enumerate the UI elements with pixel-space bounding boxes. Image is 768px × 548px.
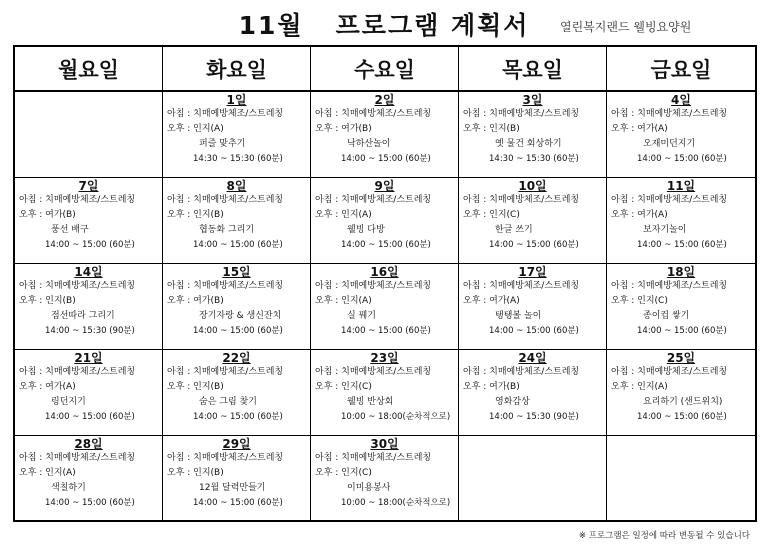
day-number: 22일: [222, 351, 251, 365]
morning-program: 아침 : 치매예방체조/스트레칭: [167, 109, 284, 119]
afternoon-program: 오후 : 인지(B): [463, 124, 520, 134]
day-number: 2일: [374, 93, 395, 107]
morning-program: 아침 : 치매예방체조/스트레칭: [463, 367, 580, 377]
morning-program: 아침 : 치매예방체조/스트레칭: [167, 453, 284, 463]
afternoon-program: 오후 : 인지(B): [167, 382, 224, 392]
day-cell: [311, 264, 459, 350]
afternoon-program: 오후 : 인지(B): [167, 468, 224, 478]
day-number: 18일: [666, 265, 696, 279]
footnote: ※ 프로그램은 일정에 따라 변동될 수 있습니다: [578, 531, 750, 541]
afternoon-program: 오후 : 인지(C): [611, 296, 668, 306]
activity-time: 14:00 ~ 15:00 (60분): [637, 412, 727, 422]
morning-program: 아침 : 치매예방체조/스트레칭: [19, 281, 136, 291]
day-cell: [459, 92, 607, 178]
afternoon-program: 오후 : 인지(A): [315, 210, 372, 220]
activity-name: 색칠하기: [51, 483, 86, 493]
activity-name: 낙하산놀이: [347, 139, 391, 149]
day-number: 24일: [518, 351, 547, 365]
morning-program: 아침 : 치매예방체조/스트레칭: [167, 367, 284, 377]
day-number: 3일: [522, 93, 543, 107]
weekday-0: 월요일: [15, 47, 163, 90]
activity-time: 14:00 ~ 15:00 (60분): [45, 412, 135, 422]
day-cell: [15, 92, 163, 178]
day-cell: [459, 350, 607, 436]
day-cell: [607, 436, 755, 522]
afternoon-program: 오후 : 여가(A): [19, 382, 76, 392]
day-cell: [311, 436, 459, 522]
afternoon-program: 오후 : 인지(C): [315, 382, 372, 392]
day-cell: [459, 436, 607, 522]
morning-program: 아침 : 치매예방체조/스트레칭: [315, 453, 432, 463]
activity-name: 웰빙 다방: [347, 225, 385, 235]
day-cell: [607, 350, 755, 436]
day-cell: [311, 178, 459, 264]
activity-time: 14:00 ~ 15:00 (60분): [637, 240, 727, 250]
afternoon-program: 오후 : 인지(A): [315, 296, 372, 306]
day-number: 16일: [370, 265, 399, 279]
morning-program: 아침 : 치매예방체조/스트레칭: [611, 109, 728, 119]
day-number: 10일: [518, 179, 547, 193]
activity-name: 풍선 배구: [51, 225, 89, 235]
activity-time: 14:00 ~ 15:00 (60분): [193, 498, 283, 508]
morning-program: 아침 : 치매예방체조/스트레칭: [315, 195, 432, 205]
day-cell: [311, 92, 459, 178]
afternoon-program: 오후 : 여가(B): [463, 382, 520, 392]
afternoon-program: 오후 : 여가(B): [19, 210, 76, 220]
afternoon-program: 오후 : 여가(B): [315, 124, 372, 134]
morning-program: 아침 : 치매예방체조/스트레칭: [463, 195, 580, 205]
morning-program: 아침 : 치매예방체조/스트레칭: [611, 195, 728, 205]
day-number: 23일: [370, 351, 399, 365]
day-cell: [163, 92, 311, 178]
activity-time: 14:30 ~ 15:30 (60분): [489, 154, 579, 164]
afternoon-program: 오후 : 인지(C): [463, 210, 520, 220]
activity-name: 협동화 그리기: [199, 225, 255, 235]
day-cell: [459, 178, 607, 264]
calendar-table: [13, 45, 757, 522]
activity-name: 웰빙 반상회: [347, 397, 394, 407]
day-cell: [163, 350, 311, 436]
activity-name: 오재미던지기: [643, 139, 696, 149]
day-cell: [15, 264, 163, 350]
activity-name: 보자기놀이: [643, 225, 687, 235]
activity-time: 14:00 ~ 15:30 (90분): [45, 326, 135, 336]
weekday-2: 수요일: [311, 47, 459, 90]
day-number: 15일: [222, 265, 251, 279]
activity-time: 14:00 ~ 15:00 (60분): [637, 154, 727, 164]
activity-time: 14:00 ~ 15:30 (90분): [489, 412, 579, 422]
day-number: 25일: [666, 351, 696, 365]
afternoon-program: 오후 : 인지(B): [19, 296, 76, 306]
activity-name: 링던지기: [51, 397, 86, 407]
morning-program: 아침 : 치매예방체조/스트레칭: [167, 195, 284, 205]
day-cell: [607, 264, 755, 350]
morning-program: 아침 : 치매예방체조/스트레칭: [463, 109, 580, 119]
morning-program: 아침 : 치매예방체조/스트레칭: [315, 281, 432, 291]
activity-name: 옛 물건 회상하기: [495, 139, 562, 149]
day-number: 29일: [222, 437, 251, 451]
afternoon-program: 오후 : 여가(A): [463, 296, 520, 306]
afternoon-program: 오후 : 인지(B): [167, 210, 224, 220]
day-cell: [163, 178, 311, 264]
calendar-grid: [15, 92, 755, 522]
activity-name: 숨은 그림 찾기: [199, 397, 257, 407]
day-number: 1일: [226, 93, 247, 107]
day-cell: [459, 264, 607, 350]
day-number: 21일: [74, 351, 103, 365]
day-cell: [607, 178, 755, 264]
morning-program: 아침 : 치매예방체조/스트레칭: [19, 453, 136, 463]
weekday-3: 목요일: [459, 47, 607, 90]
morning-program: 아침 : 치매예방체조/스트레칭: [19, 195, 136, 205]
activity-name: 영화감상: [495, 397, 530, 407]
activity-name: 12월 달력만들기: [199, 483, 266, 493]
afternoon-program: 오후 : 인지(A): [611, 382, 668, 392]
day-number: 17일: [518, 265, 547, 279]
activity-time: 14:00 ~ 15:00 (60분): [193, 240, 283, 250]
activity-time: 14:00 ~ 15:00 (60분): [489, 240, 579, 250]
day-cell: [163, 264, 311, 350]
activity-time: 14:00 ~ 15:00 (60분): [45, 240, 135, 250]
activity-time: 10:00 ~ 18:00(순차적으로): [341, 412, 451, 422]
afternoon-program: 오후 : 인지(A): [167, 124, 224, 134]
day-cell: [15, 436, 163, 522]
day-number: 8일: [226, 179, 247, 193]
weekday-header: [15, 47, 755, 92]
morning-program: 아침 : 치매예방체조/스트레칭: [315, 367, 432, 377]
activity-name: 종이컵 쌓기: [643, 311, 690, 321]
morning-program: 아침 : 치매예방체조/스트레칭: [611, 281, 728, 291]
afternoon-program: 오후 : 인지(A): [19, 468, 76, 478]
activity-name: 한글 쓰기: [495, 225, 533, 235]
day-cell: [15, 178, 163, 264]
activity-time: 10:00 ~ 18:00(순차적으로): [341, 498, 451, 508]
day-number: 11일: [666, 179, 696, 193]
day-number: 7일: [78, 179, 99, 193]
day-cell: [311, 350, 459, 436]
day-cell: [15, 350, 163, 436]
activity-name: 점선따라 그리기: [51, 311, 115, 321]
day-cell: [607, 92, 755, 178]
activity-name: 탱탱볼 놀이: [495, 311, 542, 321]
afternoon-program: 오후 : 여가(B): [167, 296, 224, 306]
day-number: 30일: [370, 437, 399, 451]
activity-name: 퍼즐 맞추기: [199, 139, 246, 149]
activity-time: 14:00 ~ 15:00 (60분): [193, 412, 283, 422]
morning-program: 아침 : 치매예방체조/스트레칭: [611, 367, 728, 377]
day-number: 14일: [74, 265, 103, 279]
activity-time: 14:00 ~ 15:00 (60분): [637, 326, 727, 336]
morning-program: 아침 : 치매예방체조/스트레칭: [167, 281, 284, 291]
day-number: 9일: [374, 179, 395, 193]
afternoon-program: 오후 : 여가(A): [611, 124, 668, 134]
activity-time: 14:00 ~ 15:00 (60분): [489, 326, 579, 336]
page-title: 11월 프로그램 계획서: [238, 11, 530, 40]
activity-name: 장기자랑 & 생신잔치: [199, 311, 282, 321]
day-number: 4일: [671, 93, 691, 107]
activity-name: 이미용봉사: [347, 483, 391, 493]
activity-name: 요리하기 (샌드위치): [643, 397, 723, 407]
activity-time: 14:00 ~ 15:00 (60분): [45, 498, 135, 508]
morning-program: 아침 : 치매예방체조/스트레칭: [463, 281, 580, 291]
activity-time: 14:00 ~ 15:00 (60분): [341, 154, 431, 164]
organization-name: 열린복지랜드 웰빙요양원: [560, 20, 692, 34]
weekday-4: 금요일: [650, 57, 712, 82]
activity-time: 14:00 ~ 15:00 (60분): [193, 326, 283, 336]
activity-time: 14:00 ~ 15:00 (60분): [341, 326, 431, 336]
afternoon-program: 오후 : 여가(A): [611, 210, 668, 220]
activity-name: 실 꿰기: [347, 311, 376, 321]
morning-program: 아침 : 치매예방체조/스트레칭: [19, 367, 136, 377]
day-cell: [163, 436, 311, 522]
activity-time: 14:00 ~ 15:00 (60분): [341, 240, 431, 250]
morning-program: 아침 : 치매예방체조/스트레칭: [315, 109, 432, 119]
afternoon-program: 오후 : 인지(C): [315, 468, 372, 478]
activity-time: 14:30 ~ 15:30 (60분): [193, 154, 283, 164]
weekday-1: 화요일: [163, 47, 311, 90]
day-number: 28일: [74, 437, 103, 451]
